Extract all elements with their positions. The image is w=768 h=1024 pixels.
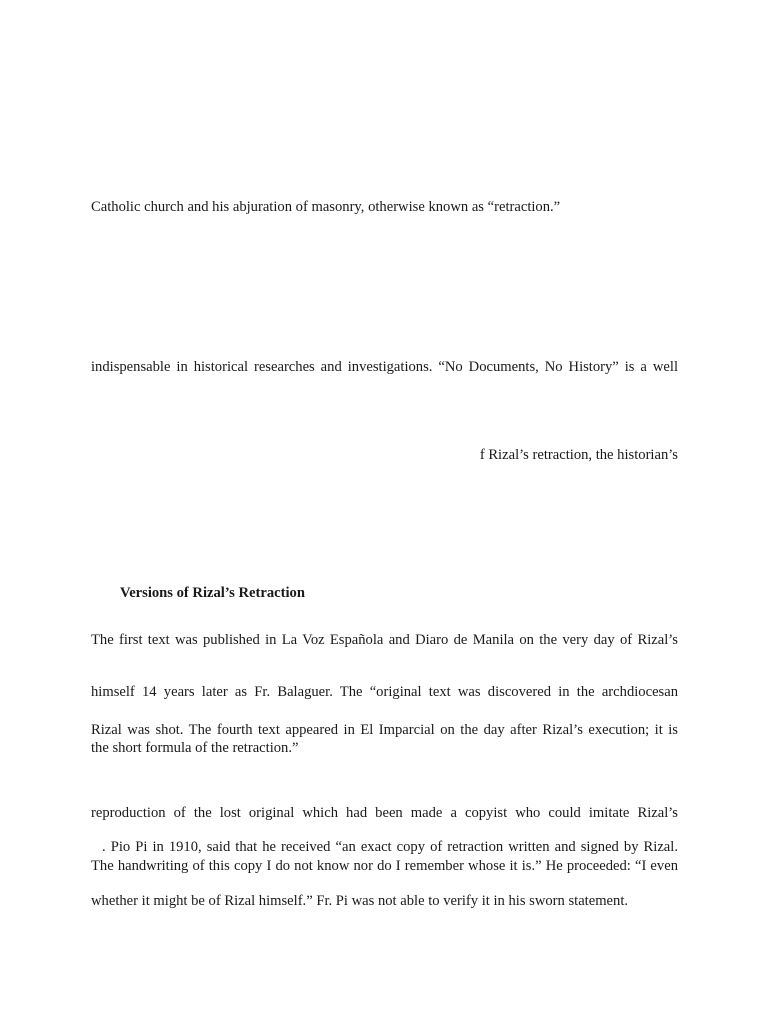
text-line-historian-fragment: f Rizal’s retraction, the historian’s [479, 447, 678, 463]
text-line-no-documents-no-history: indispensable in historical researches and investigations. “No Documents, No History” is a well [91, 359, 678, 375]
text-line-pio-pi: . Pio Pi in 1910, said that he received “an exact copy of retraction written and signed by Rizal. [102, 839, 678, 855]
text-line-handwriting: The handwriting of this copy I do not know nor do I remember whose it is.” He proceeded: “I even [91, 858, 678, 874]
text-line-fourth-text: Rizal was shot. The fourth text appeared in El Imparcial on the day after Rizal’s execution; it is [91, 722, 678, 738]
text-line-retraction-definition: Catholic church and his abjuration of masonry, otherwise known as “retraction.” [91, 199, 561, 215]
text-line-balaguer: himself 14 years later as Fr. Balaguer. The “original text was discovered in the archdiocesan [91, 684, 678, 700]
section-heading: Versions of Rizal’s Retraction [120, 585, 305, 601]
text-line-short-formula: the short formula of the retraction.” [91, 740, 299, 756]
text-line-first-text: The first text was published in La Voz Española and Diaro de Manila on the very day of Rizal’s [91, 632, 678, 648]
text-line-reproduction: reproduction of the lost original which had been made a copyist who could imitate Rizal’s [91, 805, 678, 821]
text-line-sworn-statement: whether it might be of Rizal himself.” Fr. Pi was not able to verify it in his sworn statement. [91, 893, 629, 909]
